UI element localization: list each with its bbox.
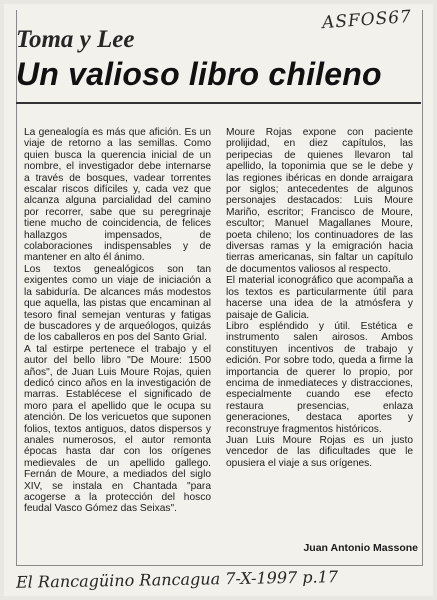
paragraph: A tal estirpe pertenece el trabajo y el autor del bello libro "De Moure: 1500 años", de Juan Luis Moure Rojas, quien dedicó cinco años en la investigación de marras. Establécese el significado de moro para el apellido que le ocupa su atención. De los vericuetos que suponen folios, textos antiguos, datos dispersos y anales numerosos, el autor remonta épocas hasta dar con los orígenes medievales de un apellido gallego. Fernán de Moure, a mediados del siglo XIV, se instala en Chantada "para acogerse a la protección del hosco feudal Vasco Gómez das Seixas". xyxy=(24,343,211,515)
handwritten-source-note: El Rancagüino Rancagua 7-X-1997 p.17 xyxy=(15,567,339,592)
archive-reference-code: ASFOS67 xyxy=(321,6,413,34)
article-column-right xyxy=(226,127,413,469)
headline-rule xyxy=(16,102,421,104)
paragraph: Juan Luis Moure Rojas es un justo vencedor de las dificultades que le opusiera el viaje a sus orígenes. xyxy=(226,434,413,469)
paragraph: El material iconográfico que acompaña a los textos es particularmente útil para hacerse una idea de la atmósfera y paisaje de Galicia. xyxy=(226,275,413,321)
paragraph: Moure Rojas expone con paciente prolijidad, en diez capítulos, las peripecias de quienes llevaron tal apellido, la toponimia que se le debe y las regiones ibéricas en donde arraigara por siglos; antecedentes de algunos personajes destacados: Luis Moure Mariño, escritor; Francisco de Moure, escultor; Manuel Magallanes Moure, poeta chileno; los continuadores de las diversas ramas y la emigración hacia tierras americanas, sin faltar un capítulo de documentos valiosos al respecto. xyxy=(226,127,413,275)
newspaper-clipping xyxy=(4,4,433,596)
paragraph: Libro espléndido y útil. Estética e instrumento salen airosos. Ambos constituyen incentivos de trabajo y edición. Por sobre todo, queda a firme la importancia de querer lo propio, por encima de inmediateces y distracciones, especialmente cuando ese efecto restaura presencias, enlaza generaciones, destaca aportes y reconstruye fragmentos históricos. xyxy=(226,320,413,435)
paragraph: Los textos genealógicos son tan exigentes como un viaje de iniciación a la sabiduría. De alcances más modestos que aquella, las pistas que encaminan al tesoro final semejan venturas y fatigas de buscadores y de arqueólogos, quizás de los caballeros en pos del Santo Grial. xyxy=(24,263,211,344)
article-headline: Un valioso libro chileno xyxy=(16,56,382,92)
paragraph: La genealogía es más que afición. Es un viaje de retorno a las semillas. Como quien busca la querencia inicial de un nombre, el investigador debe internarse a través de bosques, vadear torrentes escalar riscos difíciles y, cada vez que alcanza alguna parcialidad del camino por recorrer, sabe que su peregrinaje tiene mucho de coincidencia, de felices hallazgos impensados, de colaboraciones indispensables y de mantener en alto él ánimo. xyxy=(24,127,211,264)
article-column-left xyxy=(24,127,211,515)
author-byline: Juan Antonio Massone xyxy=(303,542,418,554)
section-kicker: Toma y Lee xyxy=(16,26,135,53)
